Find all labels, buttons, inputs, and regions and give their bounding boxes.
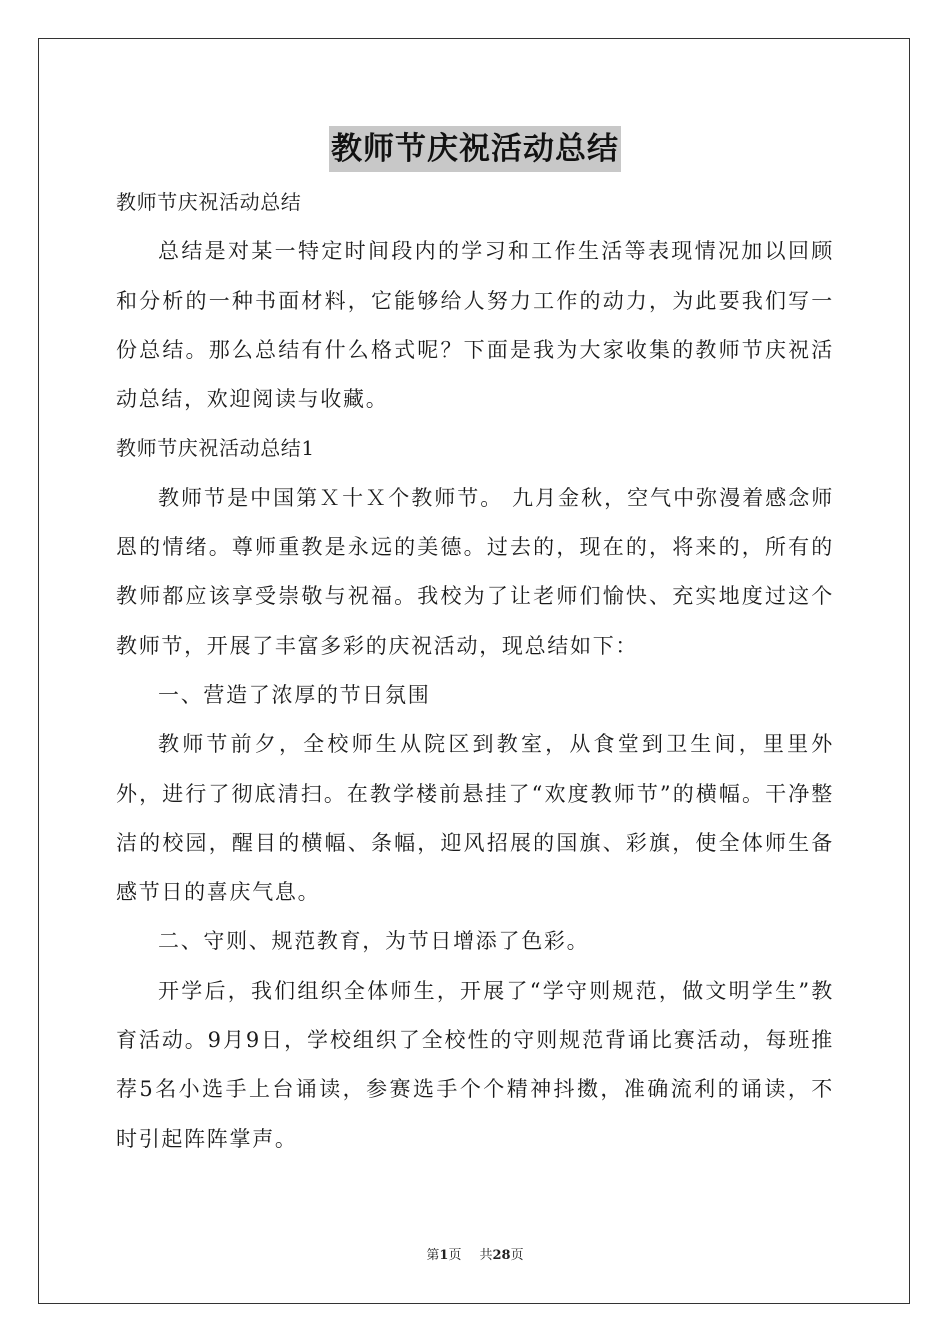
title-container — [0, 126, 950, 172]
page-suffix: 页 — [448, 1248, 462, 1263]
page-prefix: 第 — [426, 1248, 440, 1263]
subheading-paragraph: 二、守则、规范教育，为节日增添了色彩。 — [158, 929, 590, 954]
subtitle-paragraph: 教师节庆祝活动总结 — [116, 190, 302, 214]
subheading-paragraph: 一、营造了浓厚的节日氛围 — [158, 682, 431, 707]
total-prefix: 共 — [479, 1248, 493, 1263]
intro-paragraph: 总结是对某一特定时间段内的学习和工作生活等表现情况加以回顾和分析的一种书面材料，它能够给人努力工作的动力，为此要我们写一份总结。那么总结有什么格式呢？下面是我为大家收集的教师节庆祝活动总结，欢迎阅读与收藏。 — [116, 239, 834, 412]
total-suffix: 页 — [510, 1248, 524, 1263]
document-body — [116, 178, 834, 1164]
body-paragraph: 教师节前夕，全校师生从院区到教室，从食堂到卫生间，里里外外，进行了彻底清扫。在教学楼前悬挂了“欢度教师节”的横幅。干净整洁的校园，醒目的横幅、条幅，迎风招展的国旗、彩旗，使全体师生备感节日的喜庆气息。 — [116, 732, 834, 905]
document-title: 教师节庆祝活动总结 — [329, 126, 621, 172]
section-heading: 教师节庆祝活动总结1 — [116, 436, 315, 461]
page-number: 1 — [439, 1248, 449, 1263]
body-paragraph: 开学后，我们组织全体师生，开展了“学守则规范，做文明学生”教育活动。9月9日，学校组织了全校性的守则规范背诵比赛活动，每班推荐5名小选手上台诵读，参赛选手个个精神抖擞，准确流利的诵读，不时引起阵阵掌声。 — [116, 978, 834, 1151]
page-footer — [0, 1244, 950, 1263]
body-paragraph: 教师节是中国第Ｘ十Ｘ个教师节。 九月金秋，空气中弥漫着感念师恩的情绪。尊师重教是永远的美德。过去的，现在的，将来的，所有的教师都应该享受崇敬与祝福。我校为了让老师们愉快、充实地度过这个教师节，开展了丰富多彩的庆祝活动，现总结如下： — [116, 485, 834, 658]
total-pages: 28 — [492, 1248, 511, 1263]
